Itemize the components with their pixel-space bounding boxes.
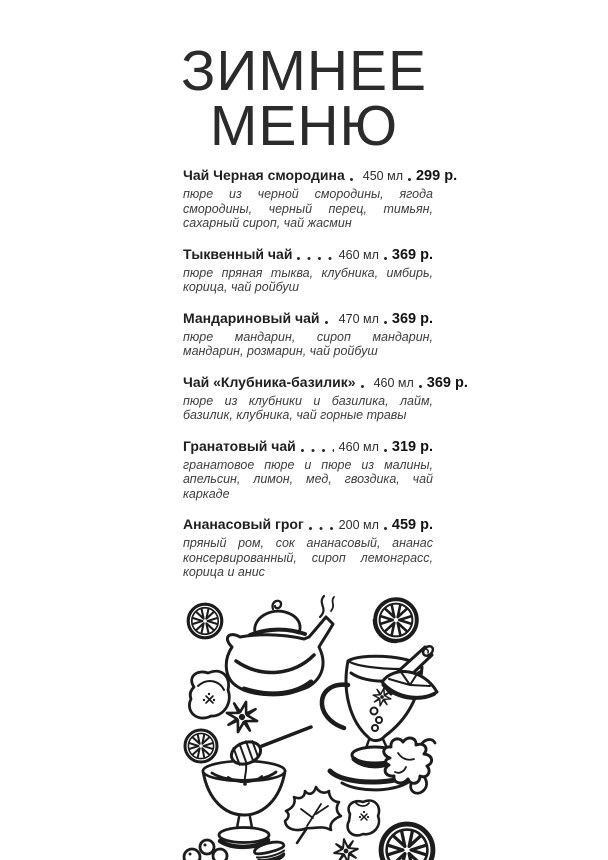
item-volume: 460 мл (373, 375, 414, 390)
dot-leader (361, 385, 369, 388)
item-description: пряный ром, сок ананасовый, ананас консервированный, сироп лемонграсс, корица и анис (183, 536, 433, 579)
page-title-line1: ЗИМНЕЕ (180, 39, 428, 103)
orange-slice-top-left-drawing (188, 604, 222, 638)
menu-item (183, 438, 433, 502)
item-header (183, 373, 468, 391)
item-header (183, 516, 433, 533)
item-name: Ананасовый грог (183, 516, 304, 532)
item-description: гранатовое пюре и пюре из малины, апельсин, лимон, мед, гвоздика, чай каркаде (183, 457, 433, 501)
dot-separator (419, 385, 422, 388)
winter-drinks-illustration (170, 595, 460, 860)
item-header (183, 438, 433, 455)
dot-leader (350, 178, 358, 181)
item-header (183, 167, 458, 184)
item-name: Гранатовый чай (183, 437, 296, 454)
apple-slice-left-drawing (189, 671, 229, 718)
item-price: 369 р. (391, 246, 433, 263)
item-name: Мандариновый чай (183, 309, 320, 326)
teapot-drawing (226, 596, 334, 695)
dot-leader (309, 527, 334, 530)
apple-slice-small-drawing (348, 800, 379, 835)
item-price: 369 р. (426, 374, 468, 391)
item-volume: 450 мл (362, 169, 403, 183)
item-header (183, 310, 433, 327)
menu-item (183, 516, 433, 580)
dot-separator (384, 257, 387, 260)
item-volume: 200 мл (338, 518, 379, 532)
item-price: 369 р. (391, 310, 433, 327)
item-description: пюре пряная тыква, клубника, имбирь, корица, чай ройбуш (183, 265, 433, 294)
menu-item (183, 310, 433, 359)
item-volume: 460 мл (338, 439, 379, 454)
item-description: пюре из черной смородины, ягода смородины, черный перец, тимьян, сахарный сироп, чай жасмин (183, 187, 433, 230)
item-price: 299 р. (415, 168, 458, 184)
item-description: пюре мандарин, сироп мандарин, мандарин, розмарин, чай ройбуш (183, 329, 433, 358)
orange-slice-bottom-right-drawing (381, 823, 433, 860)
dot-leader (297, 257, 333, 260)
item-volume: 470 мл (338, 311, 379, 326)
item-description: пюре из клубники и базилика, лайм, базилик, клубника, чай горные травы (183, 393, 433, 422)
item-price: 319 р. (391, 438, 433, 455)
dot-leader (325, 321, 334, 324)
tea-section (183, 167, 468, 501)
dot-leader (301, 449, 334, 452)
honey-bowl-drawing (203, 761, 285, 847)
item-name: Тыквенный чай (183, 245, 293, 262)
page-title-line2: МЕНЮ (209, 94, 399, 158)
dot-separator (384, 321, 387, 324)
menu-item (183, 373, 468, 423)
dot-separator (384, 449, 387, 452)
menu-content (183, 167, 468, 860)
item-header (183, 246, 433, 263)
maple-leaf-drawing (285, 787, 341, 843)
grog-section (183, 516, 433, 580)
star-anise-small-drawing (332, 837, 360, 860)
item-volume: 460 мл (338, 247, 379, 262)
page-title (0, 0, 608, 158)
orange-slice-top-right-drawing (375, 599, 417, 641)
item-price: 459 р. (391, 517, 433, 533)
item-name: Чай «Клубника-базилик» (183, 373, 356, 390)
ginger-root-drawing (384, 738, 435, 793)
dot-separator (408, 178, 411, 181)
orange-slice-mid-left-drawing (185, 730, 217, 762)
menu-item (183, 167, 458, 231)
menu-item (183, 246, 433, 295)
item-name: Чай Черная смородина (183, 167, 345, 183)
dot-separator (384, 527, 387, 530)
